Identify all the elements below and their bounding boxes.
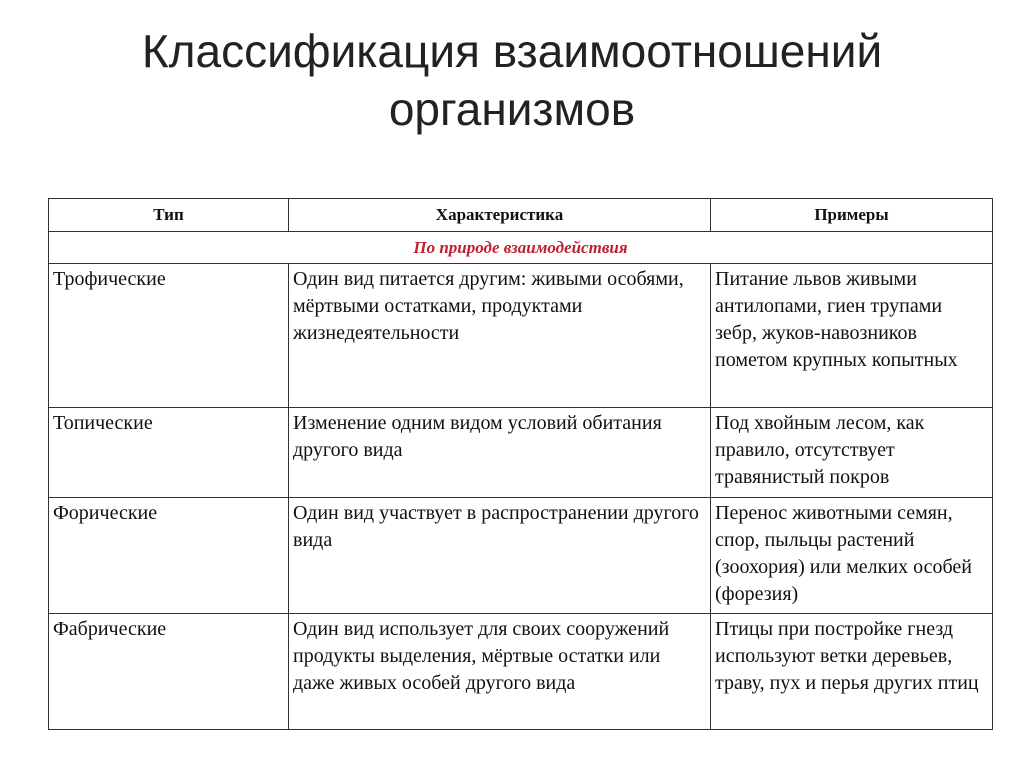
classification-table bbox=[48, 198, 993, 730]
table-header-row bbox=[49, 199, 993, 232]
table-row bbox=[49, 614, 993, 730]
slide-title-line-2: организмов bbox=[388, 83, 636, 135]
cell-characteristic: Один вид использует для своих сооружений продукты выделения, мёртвые остатки или даже живых особей другого вида bbox=[289, 614, 711, 730]
group-label: По природе взаимодействия bbox=[49, 232, 993, 264]
slide-title-line-1: Классификация взаимоотношений bbox=[141, 25, 883, 77]
cell-type: Трофические bbox=[49, 264, 289, 408]
header-type: Тип bbox=[49, 199, 289, 232]
header-examples: Примеры bbox=[711, 199, 993, 232]
cell-examples: Перенос животными семян, спор, пыльцы растений (зоохория) или мелких особей (форезия) bbox=[711, 498, 993, 614]
cell-type: Топические bbox=[49, 408, 289, 498]
group-row bbox=[49, 232, 993, 264]
header-characteristic: Характеристика bbox=[289, 199, 711, 232]
cell-examples: Под хвойным лесом, как правило, отсутствует травянистый покров bbox=[711, 408, 993, 498]
slide-title bbox=[40, 22, 984, 138]
table-row bbox=[49, 264, 993, 408]
cell-characteristic: Один вид участвует в распространении другого вида bbox=[289, 498, 711, 614]
cell-type: Фабрические bbox=[49, 614, 289, 730]
cell-type: Форические bbox=[49, 498, 289, 614]
table-row bbox=[49, 498, 993, 614]
cell-characteristic: Изменение одним видом условий обитания другого вида bbox=[289, 408, 711, 498]
table-row bbox=[49, 408, 993, 498]
cell-characteristic: Один вид питается другим: живыми особями, мёртвыми остатками, продуктами жизнедеятельности bbox=[289, 264, 711, 408]
cell-examples: Птицы при постройке гнезд используют ветки деревьев, траву, пух и перья других птиц bbox=[711, 614, 993, 730]
cell-examples: Питание львов живыми антилопами, гиен трупами зебр, жуков-навозников пометом крупных копытных bbox=[711, 264, 993, 408]
